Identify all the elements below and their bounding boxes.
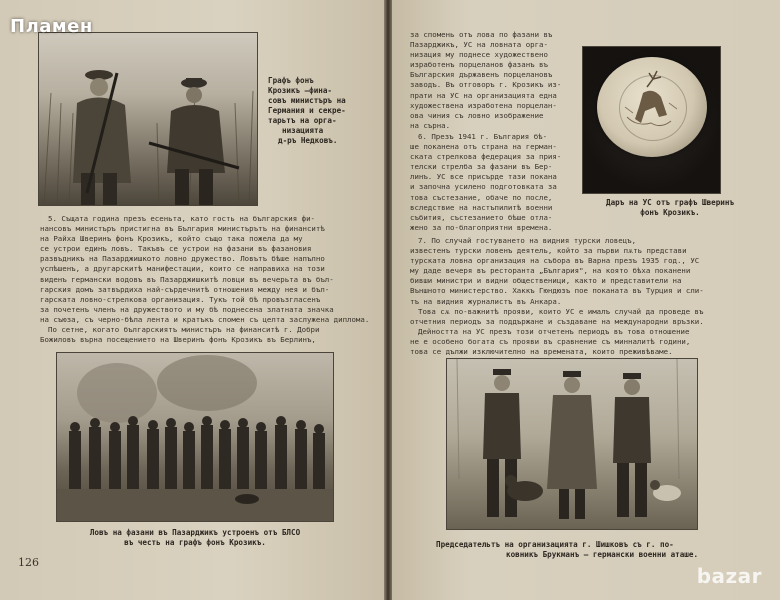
caption-line: совъ министъръ на <box>268 96 346 105</box>
text-line: Дейността на УС презъ този отчетенъ периодъ въ това отношение <box>418 326 690 336</box>
text-line: за спомень отъ лова по фазани въ <box>410 30 553 39</box>
caption-line: Ловъ на фазани въ Пазарджикъ устроенъ отъ БЛСО <box>89 528 301 537</box>
caption-line: Графъ фонъ <box>268 76 314 85</box>
right-body-mid <box>410 132 588 233</box>
text-line: не е особено богата съ прояви въ сравнение съ минналитѣ години, <box>410 336 691 346</box>
text-line: на Райха Шверинъ фонъ Крозикъ, който също така пожела да му <box>40 234 303 244</box>
text-line: ската стрелкова федерация за прия- <box>410 152 562 162</box>
text-line: жено за по-благоприятни времена. <box>410 222 553 232</box>
text-line: заводъ. Въ отговоръ г. Крозикъ из- <box>410 80 562 90</box>
text-line: гарския домъ затвърдиха най-сърдечнитѣ отношения между нея и бъл- <box>40 284 330 294</box>
text-line: ше поканена отъ страна на герман- <box>410 142 557 152</box>
text-line: отчетния периодъ за поддържане и създаване на международни връзки. <box>410 316 704 326</box>
watermark-logo: bazar <box>696 564 762 588</box>
text-line: известенъ турски ловенъ деятель, който за първи пѫть представи <box>410 246 687 256</box>
text-line: художествена изработена порцелан- <box>410 100 557 110</box>
caption-line: тарьтъ на орга- <box>268 116 337 125</box>
plate-caption <box>606 198 734 218</box>
text-line: телски стрелба за фазани въ Бер- <box>410 162 553 172</box>
text-line: нансовъ министъръ пристигна въ България министърътъ на финанситѣ <box>40 224 325 234</box>
text-line: гарската ловно-стрелкова организация. Тукъ той бѣ провъзгласенъ <box>40 294 321 304</box>
porcelain-plate-photo <box>582 46 721 194</box>
text-line: Пазарджикъ, УС на ловната орга- <box>410 40 548 50</box>
caption-line: фонъ Крозикъ. <box>640 208 700 217</box>
text-line: Българския държавенъ порцелановъ <box>410 70 553 80</box>
text-line: турската ловна организация на събора въ Варна презъ 1935 год., УС <box>410 256 700 266</box>
caption-line: низацията <box>282 126 324 135</box>
caption-line: Даръ на УС отъ графъ Шверинъ <box>606 198 735 207</box>
left-page <box>0 0 384 600</box>
brand-watermark: Пламен <box>10 16 93 37</box>
text-line: това състезание, обаче по после, <box>410 192 553 202</box>
caption-line: д-ръ Недковъ. <box>278 136 338 145</box>
text-line: изработенъ порцеланов фазанъ въ <box>410 60 548 70</box>
text-line: линъ. УС все присърде тази покана <box>410 172 557 182</box>
text-line: успѣшенъ, а другарскитѣ манифестации, които се направиха на този <box>40 264 325 274</box>
top-photo-caption <box>268 76 346 146</box>
bottom-right-caption <box>436 540 698 560</box>
text-line: 6. Презъ 1941 г. България бѣ- <box>418 132 548 141</box>
text-line: се устрои единъ ловъ. Такъвъ се устрои на фазани въ фазановия <box>40 244 312 254</box>
text-line: на сърна. <box>410 120 451 130</box>
officers-illustration <box>447 359 697 529</box>
text-line: вследствие на настъпилитѣ военни <box>410 202 553 212</box>
caption-line: Крозикъ —фина- <box>268 86 333 95</box>
officers-with-dogs-photo <box>446 358 698 530</box>
text-line: му даде вечеря въ ресторанта „България", на която бѣха поканени <box>410 266 691 276</box>
page-number: 126 <box>18 556 39 569</box>
text-line: прати на УС на организацията една <box>410 90 557 100</box>
right-body-top <box>410 30 588 131</box>
hunters-illustration <box>39 33 257 205</box>
text-line: развъдникъ на Пазарджишкото ловно дружество. Ловътъ бѣше напълно <box>40 254 325 264</box>
text-line: 7. По случай гостуването на видния турски ловецъ, <box>418 236 637 245</box>
text-line: събития, състезанието бѣше отла- <box>410 212 553 222</box>
caption-line: Председательтъ на организацията г. Шишковъ съ г. по- <box>436 540 674 549</box>
text-line: виденъ германски водовъ въ Пазарджишкитѣ ловци въ вечерьта въ бъл- <box>40 274 334 284</box>
caption-line: въ честь на графъ фонъ Крозикъ. <box>124 538 266 547</box>
bottom-photo-caption <box>60 528 330 548</box>
hunters-photo <box>38 32 258 206</box>
text-line: Това сѫ по-важнитѣ прояви, които УС е ималъ случай да проведе въ <box>418 306 704 316</box>
text-line: бивши министри и видни общественици, както и представители на <box>410 276 682 286</box>
right-page <box>392 0 780 600</box>
text-line: 5. Същата година презъ есеньта, като гость на българския фи- <box>48 214 315 223</box>
text-line: По сетне, когато българскиятъ министъръ на финанситѣ г. Добри <box>48 325 320 335</box>
text-line: това се дължи изключително на времената, които преживѣваме. <box>410 347 673 357</box>
text-line: ова чиния съ ловно изображение <box>410 110 544 120</box>
group-hunt-photo <box>56 352 334 522</box>
caption-line: ковникъ Брукманъ — германски военни аташе. <box>506 550 699 559</box>
text-line: тъ на видния журналистъ въ Анкара. <box>410 296 562 306</box>
text-line: Външното министерство. Хаккъ Гюндюзъ пое поканата въ Турция и сли- <box>410 286 704 296</box>
deer-icon <box>597 57 707 157</box>
text-line: на съюза, съ черно-бѣла лента и кратъкъ спомен съ целта заслужена диплома. <box>40 314 370 324</box>
group-illustration <box>57 353 333 521</box>
text-line: низация му поднесе художествено <box>410 50 548 60</box>
text-line: за почетенъ членъ на дружеството и му бѣ поднесена златната значка <box>40 304 334 314</box>
left-body-text <box>40 214 370 345</box>
text-line: и започна усилено подготовката за <box>410 182 557 192</box>
caption-line: Германия и секре- <box>268 106 346 115</box>
text-line: Божиловъ върна посещението на Шверинъ фонъ Крозикъ въ Берлинъ, <box>40 335 316 345</box>
book-gutter <box>384 0 392 600</box>
right-body-low <box>410 236 762 357</box>
plate-icon <box>597 57 707 157</box>
